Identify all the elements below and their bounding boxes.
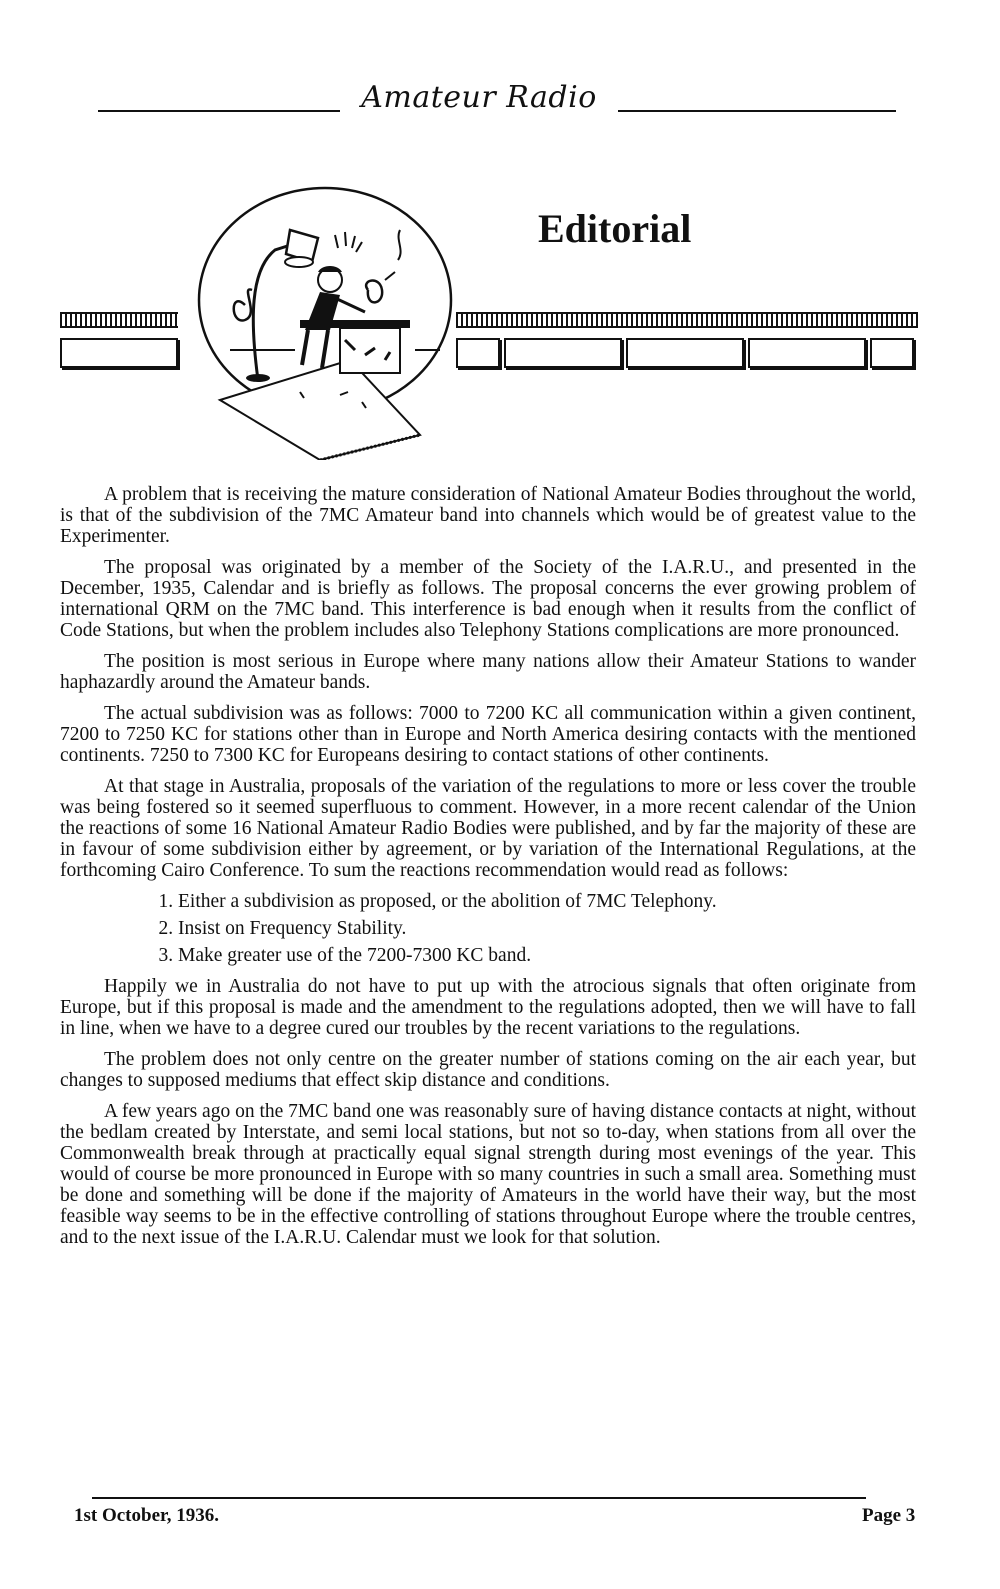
list-item: 1. Either a subdivision as proposed, or the abolition of 7MC Telephony. — [178, 891, 916, 912]
list-item: 3. Make greater use of the 7200-7300 KC band. — [178, 945, 916, 966]
masthead-rule-right — [618, 110, 896, 112]
decorative-box — [456, 338, 500, 368]
paragraph: A few years ago on the 7MC band one was reasonably sure of having distance contacts at night, without the bedlam created by Interstate, and semi local stations, but not so to-day, when stations from all over the Commonwealth break through at practically equal signal strength during most evenings of the year. This would of course be more pronounced in Europe with so many countries in such a small area. Something must be done and something will be done if the majority of Amateurs in the world have their way, but the most feasible way seems to be in the effective controlling of stations throughout Europe where the trouble centres, and to the next issue of the I.A.R.U. Calendar must we look for that solution. — [60, 1101, 916, 1248]
footer-date: 1st October, 1936. — [74, 1505, 219, 1526]
operator-illustration — [190, 180, 460, 460]
footer-rule — [92, 1497, 866, 1499]
list-item: 2. Insist on Frequency Stability. — [178, 918, 916, 939]
decorative-boxes-left — [60, 338, 182, 372]
decorative-bar-right — [456, 312, 918, 328]
editorial-heading: Editorial — [538, 206, 692, 251]
decorative-boxes-right — [456, 338, 914, 372]
masthead — [98, 80, 896, 122]
paragraph: The proposal was originated by a member of the Society of the I.A.R.U., and presented in the December, 1935, Calendar and is briefly as follows. The proposal concerns the ever growing problem of international QRM on the 7MC band. This interference is bad enough when it results from the conflict of Code Stations, but when the problem includes also Telephony Stations complications are more pronounced. — [60, 557, 916, 641]
masthead-rule-left — [98, 110, 340, 112]
paragraph: Happily we in Australia do not have to put up with the atrocious signals that often originate from Europe, but if this proposal is made and the amendment to the regulations adopted, then we will have to fall in line, when we have to a degree cured our troubles by the recent variations to the regulations. — [60, 976, 916, 1039]
decorative-box — [870, 338, 914, 368]
decorative-box — [626, 338, 744, 368]
paragraph: The actual subdivision was as follows: 7000 to 7200 KC all communication within a given continent, 7200 to 7250 KC for stations other than in Europe and North America desiring contacts with the mentioned continents. 7250 to 7300 KC for Europeans desiring to contact stations of other continents. — [60, 703, 916, 766]
editorial-body — [60, 484, 916, 1258]
paragraph: The problem does not only centre on the greater number of stations coming on the air each year, but changes to supposed mediums that effect skip distance and conditions. — [60, 1049, 916, 1091]
decorative-box — [748, 338, 866, 368]
paragraph: At that stage in Australia, proposals of the variation of the regulations to more or less cover the trouble was being fostered so it seemed superfluous to comment. However, in a more recent calendar of the Union the reactions of some 16 National Amateur Radio Bodies were published, and by far the majority of these are in favour of some subdivision either by agreement, or by variation of the International Regulations, at the forthcoming Cairo Conference. To sum the reactions recommendation would read as follows: — [60, 776, 916, 881]
decorative-box — [504, 338, 622, 368]
paragraph: A problem that is receiving the mature consideration of National Amateur Bodies throughout the world, is that of the subdivision of the 7MC Amateur band into channels which would be of greatest value to the Experimenter. — [60, 484, 916, 547]
decorative-bar-left — [60, 312, 178, 328]
recommendations-list — [60, 891, 916, 966]
masthead-title: Amateur Radio — [361, 80, 597, 115]
page-number: Page 3 — [862, 1505, 916, 1526]
decorative-box — [60, 338, 178, 368]
paragraph: The position is most serious in Europe where many nations allow their Amateur Stations to wander haphazardly around the Amateur bands. — [60, 651, 916, 693]
